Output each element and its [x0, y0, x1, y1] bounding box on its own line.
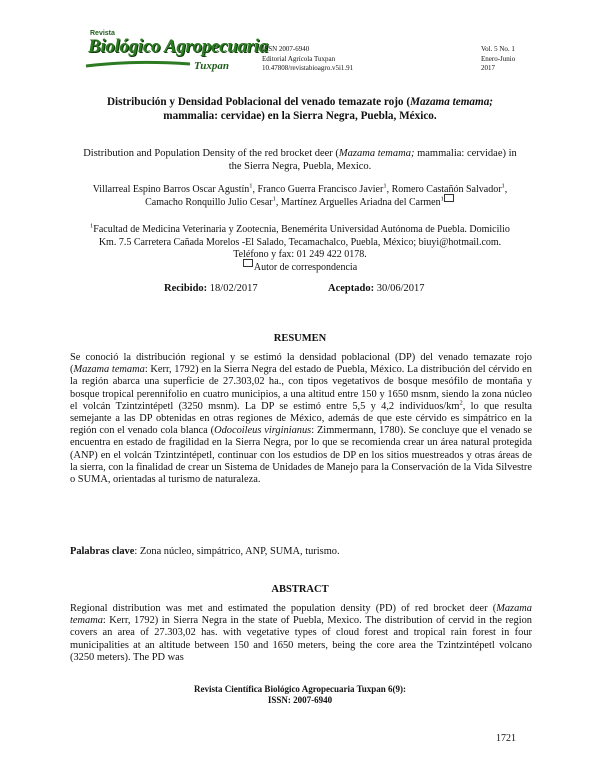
logo-swoosh-icon — [84, 58, 192, 70]
header-issue-info — [481, 45, 551, 74]
keywords: Palabras clave: Zona núcleo, simpátrico, ANP, SUMA, turismo. — [70, 546, 340, 557]
footer-journal: Revista Científica Biológico Agropecuaria Tuxpan 6(9): — [193, 684, 407, 694]
header-publication-info — [262, 45, 422, 74]
header-doi: 10.47808/revistabioagro.v5i1.91 — [262, 64, 354, 72]
header-issn: ISSN 2007-6940 — [262, 45, 310, 53]
header-period: Enero-Junio — [481, 54, 516, 63]
header-publisher: Editorial Agrícola Tuxpan — [262, 54, 336, 63]
accepted-date: Aceptado: 30/06/2017 — [328, 283, 425, 294]
abstract-paragraph: Regional distribution was met and estimated the population density (PD) of red brocket deer (Mazama temama: Kerr, 1792) in Sierra Negra in the state of Puebla, Mexico. The distribution of cervid in the region covers an area of 27.303,02 has. with vegetative types of cloud forest and tropical rain forest in four municipalities at an altitude between 150 and 1650 meters, being the core area the Tzintzintépetl volcano (3250 meters). The PD was — [70, 603, 532, 663]
resumen-paragraph: Se conoció la distribución regional y se estimó la densidad poblacional (DP) del venado temazate rojo (Mazama temama: Kerr, 1792) en la Sierra Negra del estado de Puebla, México. La distribución del cérvido en la región abarca una superficie de 27.303,02 ha., con tipos vegetativos de bosque mesófilo de montaña y bosque tropical perennifolio en cuatro municipios, a una altitud entre 150 y 1650 msnm, siendo la zona núcleo el volcán Tzintzintépetl (3250 msnm). La DP se estimó entre 5,5 y 4,2 individuos/$km^2$, lo que resulta semejante a las DP obtenidas en otras regiones de México, además de que este cérvido es simpátrico en la región con el venado cola blanca (Odocoileus virginianus: Zimmermann, 1780). Se concluye que el venado se encuentra en estado de fragilidad en la Sierra Negra, por lo que se recomienda crear un área natural protegida (ANP) en el volcán Tzintzintépetl, continuar con los estudios de DP en los sitios muestreados y otras áreas de la sierra, con la finalidad de crear un Sistema de Unidades de Manejo para la Conservación de la Vida Silvestre o SUMA, orientadas al turismo de naturaleza. — [70, 352, 533, 486]
affiliation: $^1$Facultad de Medicina Veterinaria y Zootecnia, Benemérita Universidad Autónoma de Puebla. Domicilio Km. 7.5 Carretera Cañada Morelos -El Salado, Tecamachalco, Puebla, México; biuyi@hotmail.com. Teléfono y fax: 01 249 422 0178. — [90, 222, 510, 260]
envelope-icon — [243, 259, 253, 267]
header-year: 2017 — [481, 64, 495, 72]
logo-title: Biológico Agropecuaria — [88, 36, 269, 57]
received-date: Recibido: 18/02/2017 — [164, 283, 258, 294]
title-english: Distribution and Population Density of the red brocket deer (Mazama temama; mammalia: cervidae) in the Sierra Negra, Puebla, Mexico. — [83, 148, 517, 172]
author-list: Villarreal Espino Barros Oscar Agustín$^1$, Franco Guerra Francisco Javier$^1$, Romero Castañón Salvador$^1$, Camacho Ronquillo Julio Cesar$^1$, Martínez Arguelles Ariadna del Carmen$^1$ — [92, 182, 508, 208]
resumen-heading: RESUMEN — [273, 333, 327, 344]
page-number: 1721 — [496, 733, 516, 744]
envelope-icon — [444, 194, 454, 202]
abstract-heading: ABSTRACT — [271, 584, 329, 595]
header-volume: Vol. 5 No. 1 — [481, 45, 515, 53]
title-spanish: Distribución y Densidad Poblacional del venado temazate rojo (Mazama temama; mammalia: cervidae) en la Sierra Negra, Puebla, México. — [106, 96, 494, 122]
logo-subtitle: Tuxpan — [194, 60, 230, 72]
page-footer — [100, 684, 500, 706]
logo-prefix: Revista — [90, 30, 115, 37]
footer-issn: ISSN: 2007-6940 — [267, 695, 333, 705]
correspondence-note: Autor de correspondencia — [180, 262, 420, 273]
journal-logo — [84, 30, 269, 76]
